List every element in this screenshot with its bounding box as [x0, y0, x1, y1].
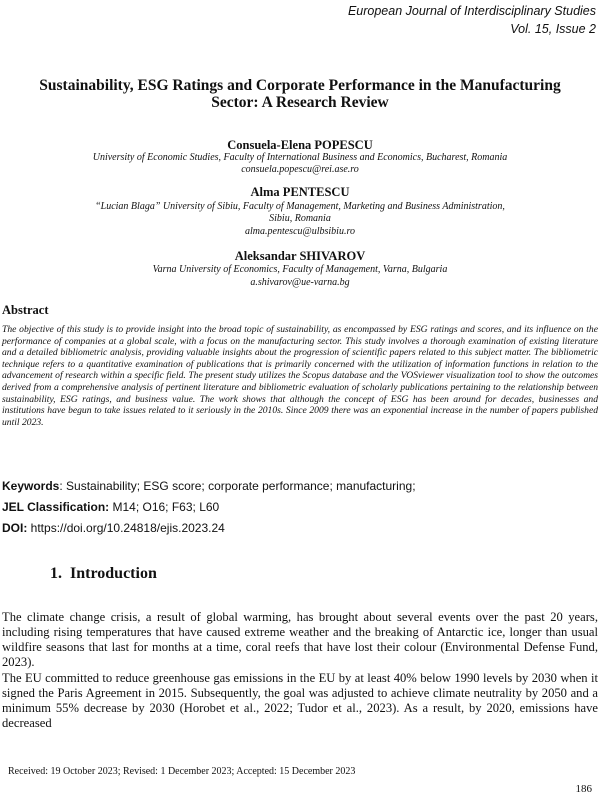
author-name: Aleksandar SHIVAROV [234, 249, 366, 263]
author-email: consuela.popescu@rei.ase.ro [241, 164, 359, 175]
doi-value[interactable]: https://doi.org/10.24818/ejis.2023.24 [27, 521, 225, 535]
body-paragraph: The EU committed to reduce greenhouse gas emissions in the EU by at least 40% below 1990 levels by 2030 when it signed the Paris Agreement in 2015. Subsequently, the goal was adjusted to achieve climate neutrality by 2050 and a minimum 55% decrease by 2030 (Horobet et al., 2022; Tudor et al., 2023). As a result, by 2020, emissions have decreased [2, 671, 598, 730]
author-affiliation-city: Sibiu, Romania [269, 213, 331, 224]
received-dates: Received: 19 October 2023; Revised: 1 December 2023; Accepted: 15 December 2023 [8, 766, 356, 777]
author-email: a.shivarov@ue-varna.bg [250, 277, 350, 288]
section-title: Introduction [70, 565, 157, 582]
abstract-text: The objective of this study is to provide insight into the broad topic of sustainability, as encompassed by ESG ratings and scores, and its influence on the performance of companies at a global scale, with a focus on the manufacturing sector. This study involves a thorough examination of existing literature and a detailed bibliometric analysis, providing valuable insights about the progression of scientific papers related to this subject matter. The bibliometric technique refers to a quantitative examination of publications that is primarily concerned with the utilization of information functions in relation to the advancement of research within a specific field. The present study utilizes the Scopus database and the VOSviewer visualization tool to show the outcomes derived from a comprehensive analysis of pertinent literature and bibliometric evaluation of scholarly publications pertaining to the relationship between sustainability, ESG ratings, and business value. The work shows that although the concept of ESG has been around for decades, businesses and institutions have begun to take issues related to it seriously in the 2010s. Since 2009 there was an exponential increase in the number of papers published until 2023. [2, 324, 598, 428]
author-affiliation: University of Economic Studies, Faculty of International Business and Economics, Bucharest, Romania [92, 152, 508, 163]
author-affiliation: “Lucian Blaga” University of Sibiu, Faculty of Management, Marketing and Business Administration, [95, 201, 505, 212]
keywords-label: Keywords [2, 479, 60, 493]
section-heading [50, 565, 157, 583]
paper-title: Sustainability, ESG Ratings and Corporate Performance in the Manufacturing Sector: A Research Review [39, 77, 561, 111]
page-number: 186 [575, 783, 592, 795]
journal-volume: Vol. 15, Issue 2 [510, 22, 596, 36]
running-header [348, 2, 596, 38]
doi-line [2, 521, 225, 535]
journal-name: European Journal of Interdisciplinary Studies [347, 4, 596, 18]
jel-line [2, 500, 219, 514]
doi-label: DOI: [2, 521, 28, 535]
abstract-heading: Abstract [2, 303, 49, 317]
section-number: 1. [50, 565, 62, 582]
author-name: Consuela-Elena POPESCU [227, 138, 373, 152]
author-email: alma.pentescu@ulbsibiu.ro [245, 226, 355, 237]
author-affiliation: Varna University of Economics, Faculty of Management, Varna, Bulgaria [152, 264, 448, 275]
jel-value: M14; O16; F63; L60 [109, 500, 220, 514]
body-paragraph: The climate change crisis, a result of global warming, has brought about several events over the past 20 years, including rising temperatures that have caused extreme weather and the breaking of Antarctic ice, longer than usual wildfire seasons that last for months at a time, coral reefs that have lost their colour (Environmental Defense Fund, 2023). [2, 610, 598, 669]
keywords-line [2, 479, 416, 493]
jel-label: JEL Classification: [2, 500, 110, 514]
author-name: Alma PENTESCU [250, 185, 350, 199]
keywords-value: : Sustainability; ESG score; corporate performance; manufacturing; [59, 479, 416, 493]
